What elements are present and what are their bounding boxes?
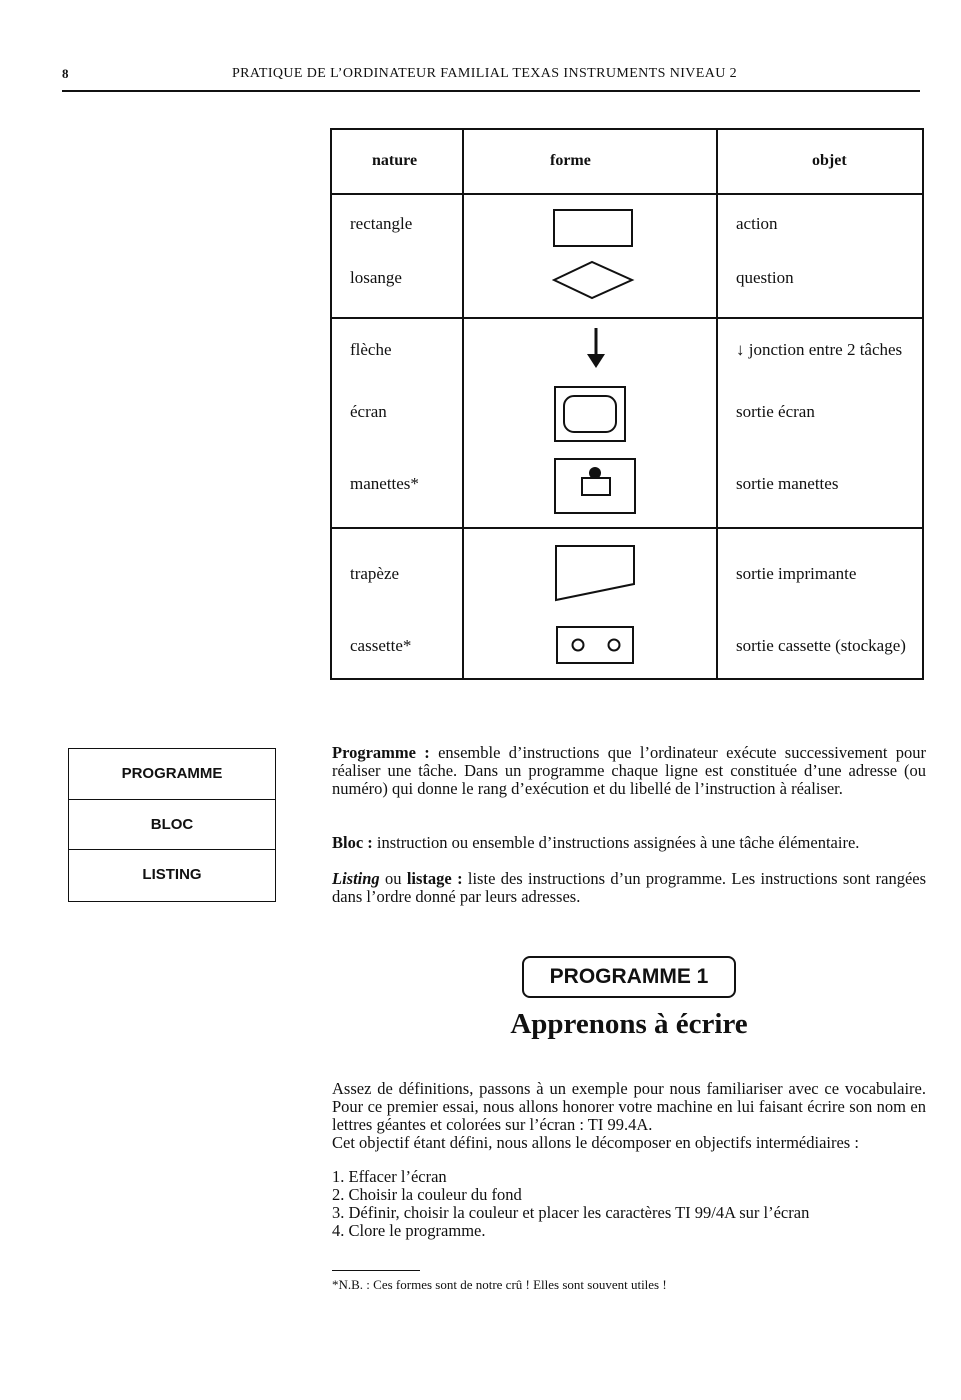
term-bloc: Bloc : — [332, 833, 373, 852]
header-forme: forme — [550, 152, 591, 169]
term-listage: listage : — [406, 869, 463, 888]
page-header — [62, 64, 920, 92]
row-objet: sortie imprimante — [736, 564, 857, 583]
term-listing: Listing — [332, 869, 380, 888]
table-row-divider — [332, 193, 922, 195]
row-objet: action — [736, 214, 778, 233]
definitions-box-item: PROGRAMME — [121, 765, 223, 782]
row-objet: sortie manettes — [736, 474, 839, 493]
chapter-title: Apprenons à écrire — [510, 1008, 748, 1040]
row-nature: rectangle — [350, 214, 413, 233]
list-item: 1. Effacer l’écran — [332, 1167, 447, 1186]
table-column-divider — [462, 130, 464, 678]
definitions-box-item: LISTING — [69, 849, 275, 900]
flowchart-symbols-table — [330, 128, 924, 680]
definition-listing — [332, 870, 926, 906]
list-item: 4. Clore le programme. — [332, 1221, 486, 1240]
list-item: 2. Choisir la couleur du fond — [332, 1185, 522, 1204]
program-label: PROGRAMME 1 — [522, 956, 736, 998]
running-title: PRATIQUE DE L’ORDINATEUR FAMILIAL TEXAS INSTRUMENTS NIVEAU 2 — [232, 66, 738, 81]
row-nature: manettes* — [350, 474, 419, 493]
row-nature: trapèze — [350, 564, 400, 583]
page-number: 8 — [62, 66, 69, 81]
intro-paragraph-2: Cet objectif étant défini, nous allons le décomposer en objectifs intermédiaires : — [332, 1133, 859, 1152]
definitions-box — [68, 748, 276, 902]
table-column-divider — [716, 130, 718, 678]
trapezoid-icon — [552, 542, 640, 604]
diamond-icon — [552, 258, 636, 302]
row-objet: ↓ jonction entre 2 tâches — [736, 340, 903, 359]
footnote-rule — [332, 1270, 420, 1271]
header-objet: objet — [812, 152, 847, 169]
table-row-divider — [332, 527, 922, 529]
row-nature: écran — [350, 402, 387, 421]
joystick-icon — [552, 456, 636, 518]
definition-programme — [332, 744, 926, 798]
row-objet: sortie cassette (stockage) — [736, 636, 906, 655]
definition-text: liste des instructions d’un programme. Les instructions sont rangées dans l’ordre donné par leurs adresses. — [332, 869, 927, 906]
definition-bloc — [332, 834, 926, 852]
definition-text: instruction ou ensemble d’instructions assignées à une tâche élémentaire. — [376, 833, 860, 852]
rectangle-icon — [552, 208, 636, 250]
row-objet: question — [736, 268, 794, 287]
list-item: 3. Définir, choisir la couleur et placer les caractères TI 99/4A sur l’écran — [332, 1203, 810, 1222]
table-row-divider — [332, 317, 922, 319]
header-nature: nature — [372, 152, 418, 169]
row-nature: losange — [350, 268, 402, 287]
definitions-box-item: BLOC — [69, 799, 275, 850]
intro-paragraph: Assez de définitions, passons à un exemple pour nous familiariser avec ce vocabulaire. Pour ce premier essai, nous allons honorer votre machine en lui faisant écrire son nom en lettres géantes et colorées sur l’écran : TI 99.4A. — [332, 1079, 926, 1134]
term-programme: Programme : — [332, 743, 430, 762]
row-nature: cassette* — [350, 636, 412, 655]
down-arrow-icon — [584, 328, 608, 372]
row-nature: flèche — [350, 340, 392, 359]
row-objet: sortie écran — [736, 402, 815, 421]
definition-text: ensemble d’instructions que l’ordinateur exécute successivement pour réaliser une tâche. Dans un programme chaque ligne est constituée d’une adresse (ou numéro) qui donne le rang d’exécution et du libellé de l’instruction à réaliser. — [332, 743, 926, 798]
cassette-icon — [554, 624, 638, 666]
footnote: *N.B. : Ces formes sont de notre crû ! Elles sont souvent utiles ! — [332, 1277, 667, 1292]
steps-list — [332, 1168, 809, 1240]
screen-icon — [552, 384, 636, 446]
definition-or: ou — [385, 869, 402, 888]
